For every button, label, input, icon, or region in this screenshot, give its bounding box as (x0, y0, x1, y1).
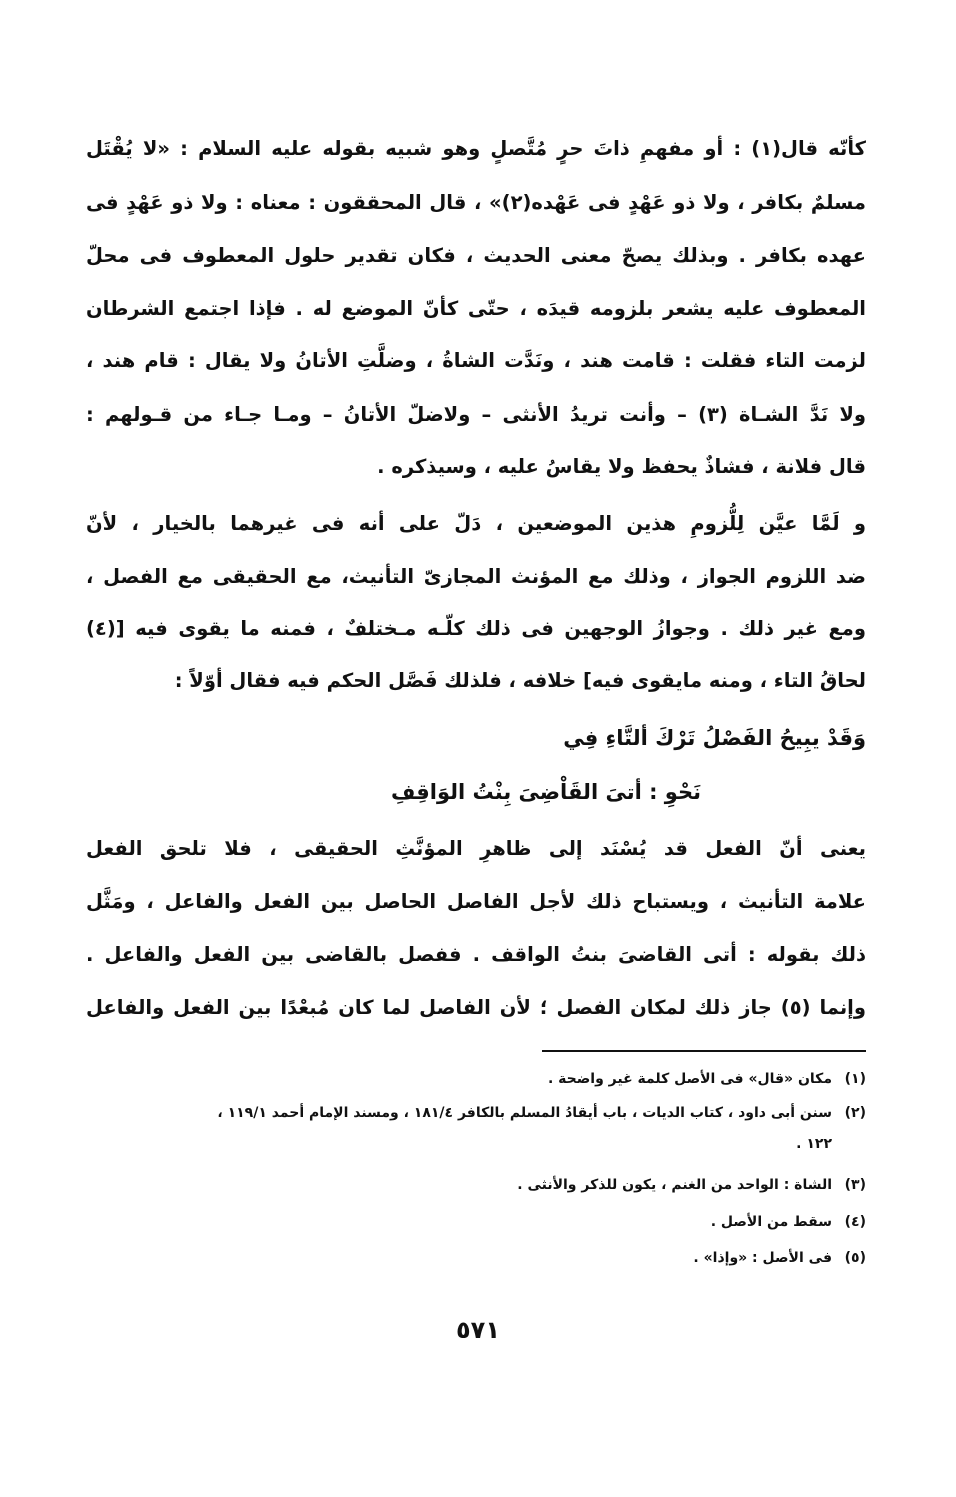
text-line: و لَمَّا عيَّن لِلُّزومِ هذين الموضعين ، دَلّ على أنه فى غيرهما بالخيار ، لأنّ (86, 512, 866, 535)
footnote-number: (٥) (844, 1250, 866, 1266)
footnote-number: (٢) (844, 1105, 866, 1121)
verse-line-2: نَحْوِ : أتىَ القَاْضِىَ بِنْتُ الوَاقِفِ (391, 780, 701, 804)
text-line: وإنما (٥) جاز ذلك لمكان الفصل ؛ لأن الفاصل لما كان مُبعْدًا بين الفعل والفاعل (86, 996, 866, 1019)
text-line: ومع غير ذلك . وجوازُ الوجهين فى ذلك كلّـه مـختلفٌ ، فمنه ما يقوى فيه [(٤) (86, 617, 866, 640)
text-line: لزمت التاء فقلت : قامت هند ، ونَدَّت الشاةُ ، وضلَّتِ الأتانُ ولا يقال : قام هند ، (86, 349, 866, 372)
footnote-text: الشاة : الواحد من الغنم ، يكون للذكر والأنثى . (517, 1177, 832, 1193)
text-line: مسلمٌ بكافر ، ولا ذو عَهْدٍ فى عَهْده(٢)» ، قال المحققون : معناه : ولا ذو عَهْدٍ فى (86, 191, 866, 214)
text-line: ولا نَدَّ الشـاة (٣) – وأنت تريدُ الأنثى – ولاضلّ الأتانُ – ومـا جـاء من قـولهم : (86, 403, 867, 426)
page-number: ٥٧١ (456, 1316, 500, 1344)
footnote-number: (٤) (844, 1214, 866, 1230)
text-line: المعطوف عليه يشعر بلزومه قيدَه ، حتّى كأنّ الموضع له . فإذا اجتمع الشرطان (86, 297, 866, 320)
footnote-text: فى الأصل : «وإذا» . (693, 1250, 832, 1266)
footnote-3 (86, 1174, 866, 1196)
footnote-5 (86, 1247, 866, 1269)
footnote-number: (٣) (844, 1177, 866, 1193)
footnote-number: (١) (844, 1071, 866, 1087)
text-line: علامة التأنيث ، ويستباح ذلك لأجل الفاصل الحاصل بين الفعل والفاعل ، ومَثَّل (86, 890, 866, 913)
footnote-separator (542, 1050, 866, 1052)
footnote-1 (86, 1068, 866, 1090)
footnote-text: سنن أبى داود ، كتاب الديات ، باب أيقادُ المسلم بالكافر ١٨١/٤ ، ومسند الإمام أحمد ١١٩/١ ، (217, 1105, 832, 1121)
footnote-text: مكان «قال» فى الأصل كلمة غير واضحة . (547, 1071, 832, 1087)
footnote-text: سقط من الأصل . (710, 1214, 832, 1230)
footnote-2-continuation: ١٢٢ . (796, 1136, 832, 1152)
text-line: يعنى أنّ الفعل قد يُسْنَد إلى ظاهرِ المؤنَّثِ الحقيقى ، فلا تلحق الفعل (86, 837, 866, 860)
verse-line-1: وَقَدْ يبِيحُ الفَصْلُ تَرْكَ ألتَّاءِ فِي (563, 726, 866, 750)
text-line: قال فلانة ، فشاذٌ يحفظ ولا يقاسُ عليه ، وسيذكره . (377, 455, 866, 478)
text-line: كأنّه قال(١) : أو مفهمِ ذاتَ حرٍ مُتَّصلٍ وهو شبيه بقوله عليه السلام : «لا يُقْتَل (86, 137, 866, 160)
text-line: عهده بكافر . وبذلك يصحّ معنى الحديث ، فكان تقدير حلول المعطوف فى محلّ (86, 244, 866, 267)
text-line: ضد اللزوم الجواز ، وذلك مع المؤنث المجازىّ التأنيث، مع الحقيقى مع الفصل ، (86, 565, 866, 588)
text-line: لحاقُ التاء ، ومنه مايقوى فيه] خلافه ، فلذلك فَصَّل الحكم فيه فقال أوّلاً : (174, 669, 866, 692)
footnote-2 (86, 1102, 866, 1124)
text-line: ذلك بقوله : أتى القاضىَ بنتُ الواقف . ففصل بالقاضى بين الفعل والفاعل . (86, 943, 866, 966)
footnote-4 (86, 1211, 866, 1233)
